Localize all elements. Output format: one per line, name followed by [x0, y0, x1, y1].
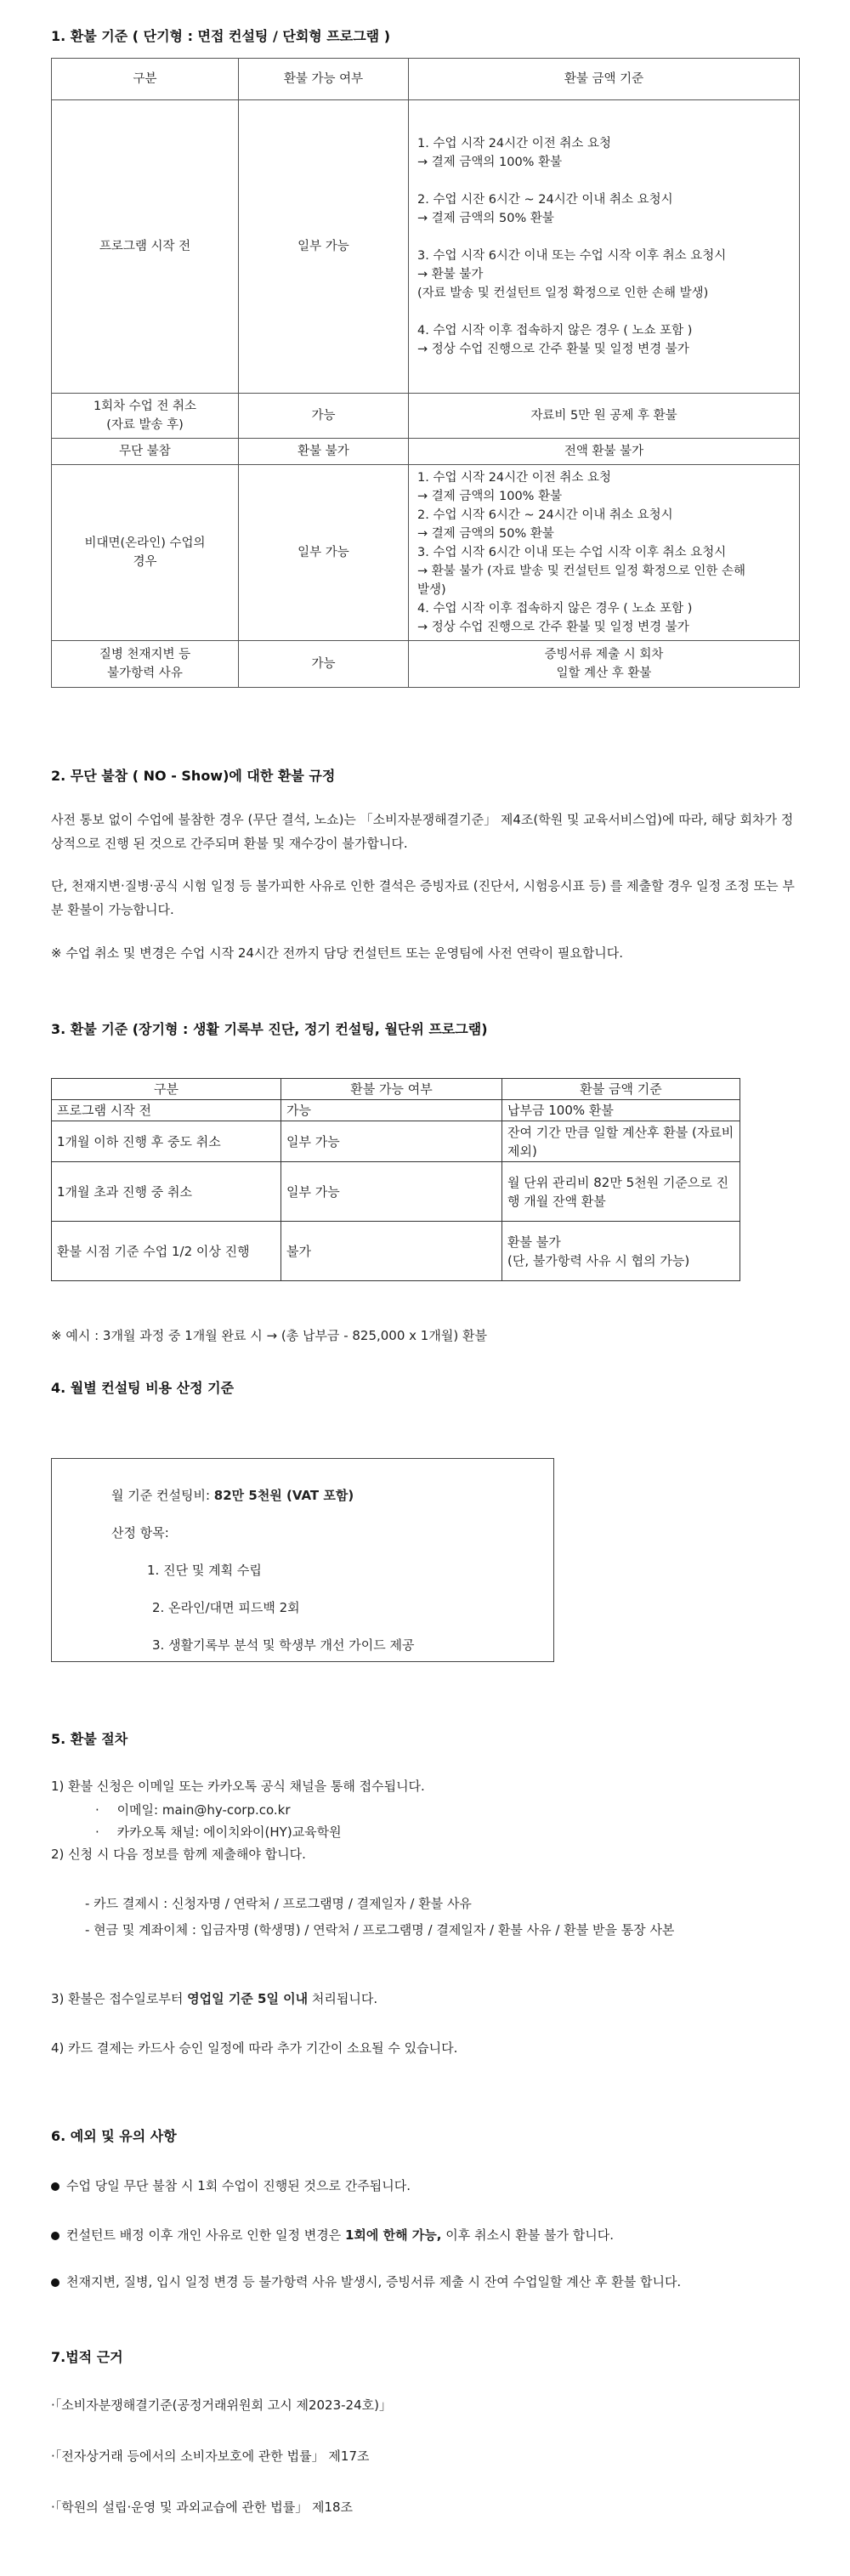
exception-2-bold: 1회에 한해 가능, — [344, 2227, 442, 2243]
exception-2-text-a: 컨설턴트 배정 이후 개인 사유로 인한 일정 변경은 — [66, 2227, 345, 2243]
short-term-refund-table — [51, 58, 800, 688]
exception-3 — [51, 2270, 799, 2294]
row1-availability: 일부 가능 — [239, 100, 409, 394]
exception-1 — [51, 2176, 411, 2194]
t2-row3-amount: 월 단위 관리비 82만 5천원 기준으로 진행 개월 잔액 환불 — [502, 1162, 740, 1222]
procedure-email — [95, 1801, 291, 1819]
t2-row2-category: 1개월 이하 진행 후 중도 취소 — [52, 1121, 281, 1162]
header-availability: 환불 가능 여부 — [239, 59, 409, 100]
procedure-cash: - 현금 및 계좌이체 : 입금자명 (학생명) / 연락처 / 프로그램명 / 결제일자 / 환불 사유 / 환불 받을 통장 사본 — [85, 1922, 675, 1938]
t2-row3-category: 1개월 초과 진행 중 취소 — [52, 1162, 281, 1222]
t2-row1-category: 프로그램 시작 전 — [52, 1100, 281, 1121]
section1-title: 1. 환불 기준 ( 단기형 : 면접 컨설팅 / 단회형 프로그램 ) — [51, 28, 391, 44]
row4-category: 비대면(온라인) 수업의 경우 — [52, 465, 239, 641]
t2-row4-category: 환불 시점 기준 수업 1/2 이상 진행 — [52, 1222, 281, 1281]
fee-value: 82만 5천원 (VAT 포함) — [213, 1488, 354, 1503]
procedure-step-4: 4) 카드 결제는 카드사 승인 일정에 따라 추가 기간이 소요될 수 있습니다. — [51, 2040, 458, 2056]
long-term-refund-table — [51, 1078, 740, 1281]
legal-basis-2: ·「전자상거래 등에서의 소비자보호에 관한 법률」 제17조 — [51, 2448, 370, 2464]
exception-3-text: 천재지변, 질병, 입시 일정 변경 등 불가항력 사유 발생시, 증빙서류 제출 시 잔여 수업일할 계산 후 환불 합니다. — [66, 2274, 682, 2289]
fee-item-1: 1. 진단 및 계획 수립 — [147, 1563, 262, 1578]
t2-row4-amount: 환불 불가 (단, 불가항력 사유 시 협의 가능) — [502, 1222, 740, 1281]
t2-row1-amount: 납부금 100% 환불 — [502, 1100, 740, 1121]
step3-text-a: 3) 환불은 접수일로부터 — [51, 1991, 188, 2006]
legal-basis-1: ·「소비자분쟁해결기준(공정거래위원회 고시 제2023-24호)」 — [51, 2397, 392, 2413]
t2-row4-availability: 불가 — [281, 1222, 502, 1281]
section6-title: 6. 예외 및 유의 사항 — [51, 2128, 177, 2144]
kakao-text: 카카오톡 채널: 에이치와이(HY)교육학원 — [116, 1824, 342, 1840]
exception-2-text-c: 이후 취소시 환불 불가 합니다. — [441, 2227, 614, 2243]
row5-availability: 가능 — [239, 641, 409, 688]
t2-row2-availability: 일부 가능 — [281, 1121, 502, 1162]
row3-amount: 전액 환불 불가 — [409, 439, 800, 465]
legal-basis-3: ·「학원의 설립·운영 및 과외교습에 관한 법률」 제18조 — [51, 2499, 354, 2515]
row2-category: 1회차 수업 전 취소 (자료 발송 후) — [52, 394, 239, 439]
fee-label: 월 기준 컨설팅비: — [111, 1488, 214, 1503]
exception-2 — [51, 2226, 614, 2244]
section2-title: 2. 무단 불참 ( NO - Show)에 대한 환불 규정 — [51, 768, 336, 784]
header-category: 구분 — [52, 59, 239, 100]
procedure-step-1: 1) 환불 신청은 이메일 또는 카카오톡 공식 채널을 통해 접수됩니다. — [51, 1779, 425, 1794]
refund-example: ※ 예시 : 3개월 과정 중 1개월 완료 시 → (총 납부금 - 825,000 x 1개월) 환불 — [51, 1328, 487, 1343]
procedure-card: - 카드 결제시 : 신청자명 / 연락처 / 프로그램명 / 결제일자 / 환불 사유 — [85, 1896, 472, 1911]
row2-amount: 자료비 5만 원 공제 후 환불 — [409, 394, 800, 439]
row5-category: 질병 천재지변 등 불가항력 사유 — [52, 641, 239, 688]
t2-row1-availability: 가능 — [281, 1100, 502, 1121]
bullet-icon — [51, 2232, 60, 2240]
t2-header-amount: 환불 금액 기준 — [502, 1079, 740, 1100]
fee-item-2: 2. 온라인/대면 피드백 2회 — [152, 1600, 300, 1615]
t2-header-category: 구분 — [52, 1079, 281, 1100]
row2-availability: 가능 — [239, 394, 409, 439]
bullet-dot-icon: · — [95, 1824, 99, 1840]
header-amount: 환불 금액 기준 — [409, 59, 800, 100]
noshow-paragraph-1: 사전 통보 없이 수업에 불참한 경우 (무단 결석, 노쇼)는 「소비자분쟁해결기준」 제4조(학원 및 교육서비스업)에 따라, 해당 회차가 정상적으로 진행 된 것으로 간주되며 환불 및 재수강이 불가합니다. — [51, 812, 794, 851]
fee-item-3: 3. 생활기록부 분석 및 학생부 개선 가이드 제공 — [152, 1637, 415, 1653]
section4-title: 4. 월별 컨설팅 비용 산정 기준 — [51, 1380, 235, 1396]
t2-header-availability: 환불 가능 여부 — [281, 1079, 502, 1100]
exception-1-text: 수업 당일 무단 불참 시 1회 수업이 진행된 것으로 간주됩니다. — [66, 2178, 411, 2193]
step3-deadline: 영업일 기준 5일 이내 — [187, 1991, 309, 2006]
row1-category: 프로그램 시작 전 — [52, 100, 239, 394]
email-text: 이메일: main@hy-corp.co.kr — [116, 1802, 291, 1818]
row4-amount: 1. 수업 시작 24시간 이전 취소 요청 → 결제 금액의 100% 환불 2. 수업 시작 6시간 ~ 24시간 이내 취소 요청시 → 결제 금액의 50% 환불 3. 수업 시작 6시간 이내 또는 수업 시작 이후 취소 요청시 → 환불 불가 (자료 발송 및 컨설턴트 일정 확정으로 인한 손해 발생) 4. 수업 시작 이후 접속하지 않은 경우 ( 노쇼 포함 ) → 정상 수업 진행으로 간주 환불 및 일정 변경 불가 — [409, 465, 800, 641]
row4-availability: 일부 가능 — [239, 465, 409, 641]
t2-row2-amount: 잔여 기간 만큼 일할 계산후 환불 (자료비 제외) — [502, 1121, 740, 1162]
row5-amount: 증빙서류 제출 시 회차 일할 계산 후 환불 — [409, 641, 800, 688]
procedure-kakao — [95, 1823, 342, 1841]
t2-row3-availability: 일부 가능 — [281, 1162, 502, 1222]
fee-items-label: 산정 항목: — [111, 1525, 169, 1540]
section7-title: 7.법적 근거 — [51, 2349, 123, 2365]
step3-text-c: 처리됩니다. — [308, 1991, 378, 2006]
fee-box — [51, 1458, 554, 1662]
procedure-step-2: 2) 신청 시 다음 정보를 함께 제출해야 합니다. — [51, 1847, 306, 1862]
noshow-note: ※ 수업 취소 및 변경은 수업 시작 24시간 전까지 담당 컨설턴트 또는 운영팀에 사전 연락이 필요합니다. — [51, 945, 624, 961]
procedure-step-3 — [51, 1989, 377, 2007]
row3-availability: 환불 불가 — [239, 439, 409, 465]
section5-title: 5. 환불 절차 — [51, 1731, 128, 1747]
bullet-icon — [51, 2182, 60, 2191]
section3-title: 3. 환불 기준 (장기형 : 생활 기록부 진단, 정기 컨설팅, 월단위 프로그램) — [51, 1021, 488, 1037]
row1-amount: 1. 수업 시작 24시간 이전 취소 요청 → 결제 금액의 100% 환불 2. 수업 시잔 6시간 ~ 24시간 이내 취소 요청시 → 결제 금액의 50% 환불 3. 수업 시작 6시간 이내 또는 수업 시작 이후 취소 요청시 → 환불 불가 (자료 발송 및 컨설턴트 일정 확정으로 인한 손해 발생) 4. 수업 시작 이후 접속하지 않은 경우 ( 노쇼 포함 ) → 정상 수업 진행으로 간주 환불 및 일정 변경 불가 — [409, 100, 800, 394]
row3-category: 무단 불참 — [52, 439, 239, 465]
fee-line — [111, 1486, 354, 1504]
noshow-paragraph-2: 단, 천재지변·질병·공식 시험 일정 등 불가피한 사유로 인한 결석은 증빙자료 (진단서, 시험응시표 등) 를 제출할 경우 일정 조정 또는 부분 환불이 가능합니다. — [51, 878, 795, 917]
bullet-dot-icon: · — [95, 1802, 99, 1818]
bullet-icon — [51, 2278, 60, 2287]
